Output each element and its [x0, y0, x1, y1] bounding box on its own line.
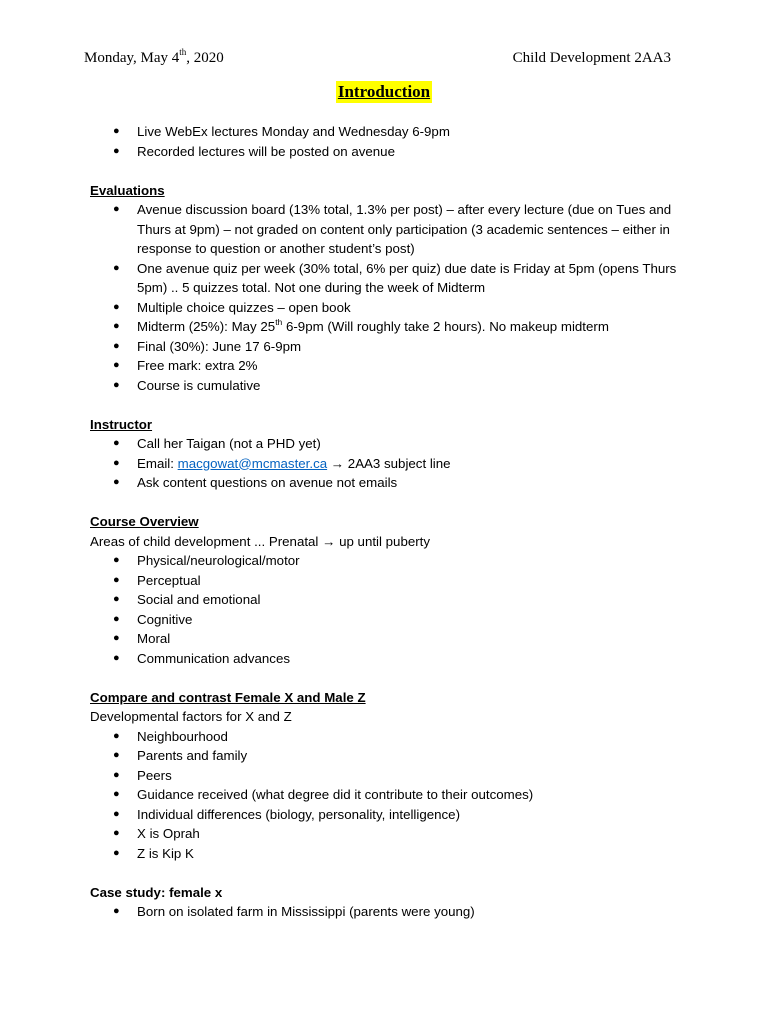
list-item: ● Recorded lectures will be posted on avenue	[90, 142, 690, 162]
bullet-icon: ●	[113, 807, 120, 820]
list-item: ● Call her Taigan (not a PHD yet)	[90, 434, 690, 454]
bullet-icon: ●	[113, 846, 120, 859]
compare-heading: Compare and contrast Female X and Male Z	[90, 689, 366, 705]
bullet-icon: ●	[113, 749, 120, 761]
list-item: ● Born on isolated farm in Mississippi (parents were young)	[90, 902, 690, 922]
header-course: Child Development 2AA3	[512, 50, 671, 66]
bullet-icon: ●	[113, 378, 120, 391]
page-title: Introduction	[337, 82, 431, 101]
list-item: ● Perceptual	[90, 571, 690, 591]
bullet-icon: ●	[113, 554, 120, 566]
overview-list	[90, 551, 690, 668]
bullet-icon: ●	[113, 339, 120, 352]
list-item: ● Communication advances	[90, 649, 690, 669]
bullet-icon: ●	[113, 144, 120, 157]
list-item: ● Final (30%): June 17 6-9pm	[90, 337, 690, 357]
bullet-icon: ●	[113, 768, 120, 781]
list-item: ● Neighbourhood	[90, 727, 690, 747]
bullet-icon: ●	[113, 632, 120, 644]
overview-subtitle: Areas of child development ... Prenatal → up until puberty	[90, 533, 430, 549]
compare-list	[90, 727, 690, 864]
instructor-list	[90, 434, 690, 493]
bullet-icon: ●	[113, 320, 120, 332]
bullet-icon: ●	[113, 300, 120, 313]
bullet-icon: ●	[113, 788, 120, 800]
instructor-heading: Instructor	[90, 416, 153, 432]
bullet-icon: ●	[113, 593, 120, 605]
list-item: ● Midterm (25%): May 25th 6-9pm (Will roughly take 2 hours). No makeup midterm	[90, 317, 690, 337]
evaluations-list	[90, 200, 690, 395]
bullet-icon: ●	[113, 476, 120, 488]
bullet-icon: ●	[113, 827, 120, 839]
compare-subtitle: Developmental factors for X and Z	[90, 709, 292, 724]
bullet-icon: ●	[113, 437, 120, 449]
evaluations-heading: Evaluations	[90, 182, 165, 198]
list-item: ● Email: macgowat@mcmaster.ca → 2AA3 subject line	[90, 454, 690, 474]
page-header	[84, 48, 671, 68]
bullet-icon: ●	[113, 359, 120, 371]
bullet-icon: ●	[113, 125, 120, 137]
list-item: ● Course is cumulative	[90, 376, 690, 396]
bullet-icon: ●	[113, 651, 120, 664]
bullet-icon: ●	[113, 612, 120, 625]
list-item: ● Live WebEx lectures Monday and Wednesday 6-9pm	[90, 122, 690, 142]
list-item: ● Avenue discussion board (13% total, 1.3% per post) – after every lecture (due on Tues and Thurs at 9pm) – not graded on content only participation (3 academic sentences – either in response to question or another student’s post)	[113, 202, 672, 256]
list-item: ● One avenue quiz per week (30% total, 6% per quiz) due date is Friday at 5pm (opens Thurs 5pm) .. 5 quizzes total. Not one during the week of Midterm	[113, 260, 677, 295]
overview-heading: Course Overview	[90, 514, 199, 529]
list-item: ● Individual differences (biology, personality, intelligence)	[90, 805, 690, 825]
case-study-heading: Case study: female x	[90, 884, 223, 900]
list-item: ● Parents and family	[90, 746, 690, 766]
bullet-icon: ●	[113, 456, 120, 469]
list-item: ● Guidance received (what degree did it contribute to their outcomes)	[90, 785, 690, 805]
list-item: ● X is Oprah	[90, 824, 690, 844]
bullet-icon: ●	[113, 203, 120, 215]
list-item: ● Physical/neurological/motor	[90, 551, 690, 571]
email-link[interactable]: macgowat@mcmaster.ca	[177, 455, 328, 471]
list-item: ● Z is Kip K	[90, 844, 690, 864]
list-item: ● Social and emotional	[90, 590, 690, 610]
list-item: ● Free mark: extra 2%	[90, 356, 690, 376]
list-item: ● Ask content questions on avenue not emails	[90, 473, 690, 493]
list-item: ● Moral	[90, 629, 690, 649]
bullet-icon: ●	[113, 729, 120, 742]
bullet-icon: ●	[113, 905, 120, 917]
intro-list	[90, 122, 690, 161]
list-item: ● Peers	[90, 766, 690, 786]
list-item: ● Multiple choice quizzes – open book	[90, 298, 690, 318]
bullet-icon: ●	[113, 573, 120, 586]
list-item: ● Cognitive	[90, 610, 690, 630]
bullet-icon: ●	[113, 261, 120, 274]
document-body	[90, 122, 690, 922]
header-date: Monday, May 4th, 2020	[84, 47, 224, 66]
case-study-list	[90, 902, 690, 922]
